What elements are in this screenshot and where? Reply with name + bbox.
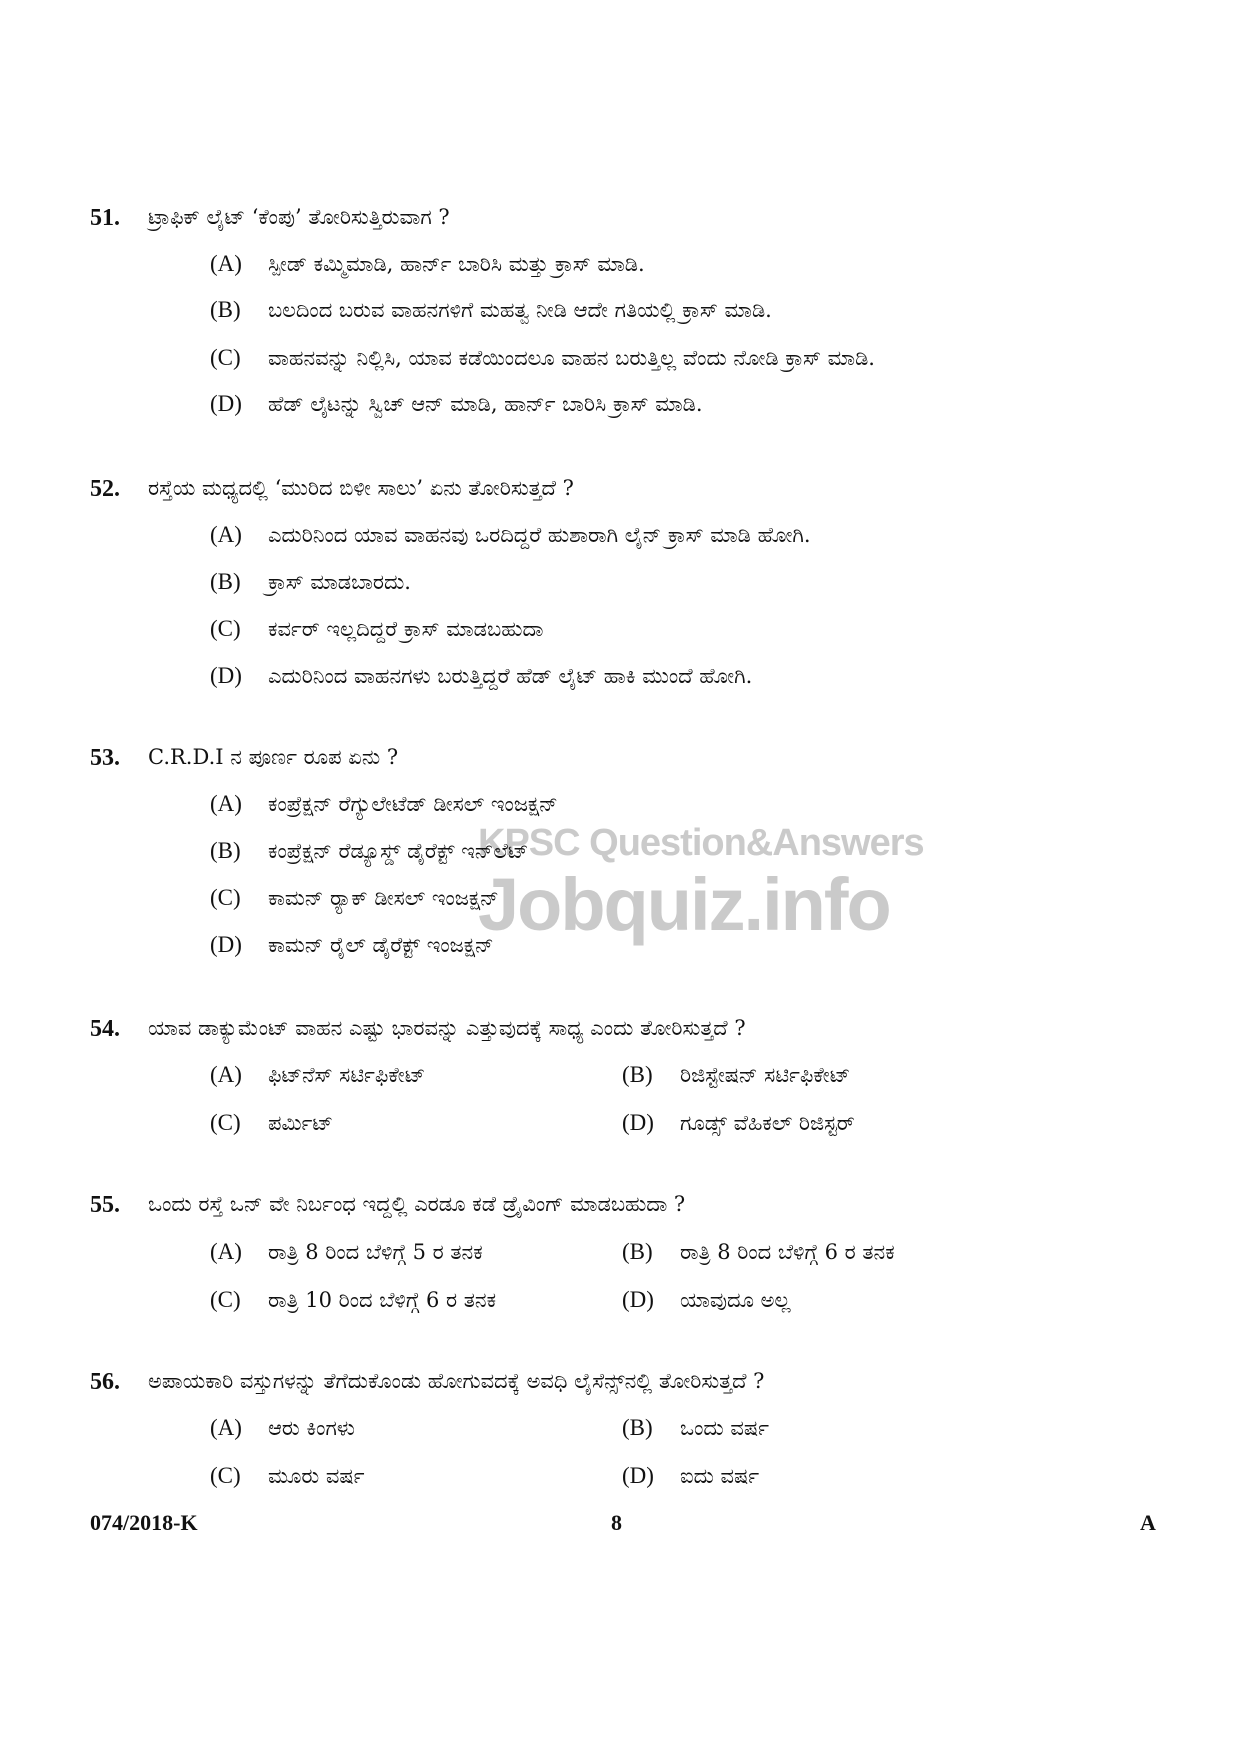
option-b [622,1415,769,1441]
option-c [210,1463,364,1489]
option-label: (C) [210,616,241,641]
option-d [622,1463,759,1489]
option-label: (D) [210,932,242,957]
option-a [210,1239,483,1265]
option-b [210,838,528,864]
question-text: ಒಂದು ರಸ್ತೆ ಒನ್ ವೇ ನಿರ್ಬಂಧ ಇದ್ದಲ್ಲಿ ಎರಡೂ ಕಡೆ ಡ್ರೈವಿಂಗ್ ಮಾಡಬಹುದಾ ? [148,1192,686,1216]
option-label: (A) [210,251,242,276]
option-text: ಕ್ರಾಸ್ ಮಾಡಬಾರದು. [268,570,411,594]
option-label: (A) [210,1062,242,1087]
option-text: ಐದು ವರ್ಷ [680,1464,760,1488]
option-d [210,663,752,689]
option-label: (D) [210,391,242,416]
option-text: ಕಂಪ್ರೆಕ್ಷನ್ ರೆಡ್ಯೂಸ್ಡ್ ಡೈರೆಕ್ಟ್ ಇನ್‌ಲೆಟ್ [268,839,529,863]
question-number: 53. [90,745,120,771]
option-text: ಯಾವುದೂ ಅಲ್ಲ [680,1288,791,1312]
option-label: (C) [210,1287,241,1312]
option-d [622,1110,855,1136]
option-label: (C) [210,345,241,370]
option-text: ಕಂಪ್ರೆಕ್ಷನ್ ರೆಗ್ಯುಲೇಟೆಡ್ ಡೀಸಲ್ ಇಂಜಕ್ಷನ್ [268,792,558,816]
option-label: (B) [210,569,241,594]
question-text: ಯಾವ ಡಾಕ್ಯುಮೆಂಟ್ ವಾಹನ ಎಷ್ಟು ಭಾರವನ್ನು ಎತ್ತುವುದಕ್ಕೆ ಸಾಧ್ಯ ಎಂದು ತೋರಿಸುತ್ತದೆ ? [148,1016,746,1040]
option-text: ಪರ್ಮಿಟ್ [268,1111,333,1135]
question-number: 56. [90,1369,120,1395]
option-text: ರಾತ್ರಿ 8 ರಿಂದ ಬೆಳಿಗ್ಗೆ 5 ರ ತನಕ [268,1240,483,1264]
option-label: (A) [210,1415,242,1440]
question-number: 51. [90,205,120,231]
option-text: ಕಾಮನ್ ರೈಲ್ ಡೈರೆಕ್ಟ್ ಇಂಜಕ್ಷನ್ [268,933,494,957]
option-d [622,1287,791,1313]
option-b [622,1239,895,1265]
option-text: ಒಂದು ವರ್ಷ [680,1416,769,1440]
page-number: 8 [611,1510,622,1535]
option-text: ಸ್ಪೀಡ್ ಕಮ್ಮಿಮಾಡಿ, ಹಾರ್ನ್ ಬಾರಿಸಿ ಮತ್ತು ಕ್ರಾಸ್ ಮಾಡಿ. [268,252,645,276]
option-label: (B) [622,1062,653,1087]
option-text: ಗೂಡ್ಸ್ ವೆಹಿಕಲ್ ರಿಜಿಸ್ಟರ್ [680,1111,855,1135]
option-a [210,522,811,548]
option-label: (B) [210,297,241,322]
option-a [210,1415,355,1441]
option-text: ಎದುರಿನಿಂದ ವಾಹನಗಳು ಬರುತ್ತಿದ್ದರೆ ಹೆಡ್ ಲೈಟ್ ಹಾಕಿ ಮುಂದೆ ಹೋಗಿ. [268,664,753,688]
option-text: ಬಲದಿಂದ ಬರುವ ವಾಹನಗಳಿಗೆ ಮಹತ್ವ ನೀಡಿ ಆದೇ ಗತಿಯಲ್ಲಿ ಕ್ರಾಸ್ ಮಾಡಿ. [268,298,772,322]
option-a [210,791,558,817]
option-c [210,1287,496,1313]
option-text: ಎದುರಿನಿಂದ ಯಾವ ವಾಹನವು ಒರದಿದ್ದರೆ ಹುಶಾರಾಗಿ ಲೈನ್ ಕ್ರಾಸ್ ಮಾಡಿ ಹೋಗಿ. [268,523,811,547]
option-label: (A) [210,522,242,547]
option-label: (D) [622,1110,654,1135]
question-number: 54. [90,1016,120,1042]
option-text: ಫಿಟ್‌ನೆಸ್ ಸರ್ಟಿಫಿಕೇಟ್ [268,1063,426,1087]
question-number: 55. [90,1192,120,1218]
question-text: ರಸ್ತೆಯ ಮಧ್ಯದಲ್ಲಿ ‘ಮುರಿದ ಬಿಳೀ ಸಾಲು’ ಏನು ತೋರಿಸುತ್ತದೆ ? [148,476,574,500]
option-b [210,297,772,323]
option-c [210,1110,333,1136]
option-label: (D) [210,663,242,688]
option-text: ವಾಹನವನ್ನು ನಿಲ್ಲಿಸಿ, ಯಾವ ಕಡೆಯಿಂದಲೂ ವಾಹನ ಬರುತ್ತಿಲ್ಲ ವೆಂದು ನೋಡಿ ಕ್ರಾಸ್ ಮಾಡಿ. [268,346,875,370]
option-label: (C) [210,1110,241,1135]
option-label: (D) [622,1463,654,1488]
question-text: ಅಪಾಯಕಾರಿ ವಸ್ತುಗಳನ್ನು ತೆಗೆದುಕೊಂಡು ಹೋಗುವದಕ್ಕೆ ಅವಧಿ ಲೈಸೆನ್ಸ್‌ನಲ್ಲಿ ತೋರಿಸುತ್ತದೆ ? [148,1369,765,1393]
option-d [210,391,703,417]
option-text: ರಾತ್ರಿ 10 ರಿಂದ ಬೆಳಿಗ್ಗೆ 6 ರ ತನಕ [268,1288,497,1312]
option-label: (A) [210,1239,242,1264]
option-label: (A) [210,791,242,816]
option-a [210,251,645,277]
option-d [210,932,494,958]
option-text: ಆರು ಕಿಂಗಳು [268,1416,355,1440]
option-a [210,1062,425,1088]
question-number: 52. [90,476,120,502]
option-text: ಮೂರು ವರ್ಷ [268,1464,365,1488]
option-b [622,1062,850,1088]
option-c [210,345,875,371]
series-label: A [1140,1510,1156,1535]
option-text: ರಿಜಿಸ್ಟೇಷನ್ ಸರ್ಟಿಫಿಕೇಟ್ [680,1063,851,1087]
watermark-line-2: Jobquiz.info [478,863,890,946]
option-b [210,569,411,595]
option-label: (C) [210,1463,241,1488]
option-text: ಹೆಡ್ ಲೈಟನ್ನು ಸ್ವಿಚ್ ಆನ್ ಮಾಡಿ, ಹಾರ್ನ್ ಬಾರಿಸಿ ಕ್ರಾಸ್ ಮಾಡಿ. [268,392,703,416]
option-label: (B) [622,1415,653,1440]
option-c [210,885,499,911]
option-label: (D) [622,1287,654,1312]
watermark-line-1: KPSC Question&Answers [478,822,924,864]
question-text: ಟ್ರಾಫಿಕ್ ಲೈಟ್ ‘ಕೆಂಪು’ ತೋರಿಸುತ್ತಿರುವಾಗ ? [148,205,450,229]
option-text: ಕರ್ವರ್ ಇಲ್ಲದಿದ್ದರೆ ಕ್ರಾಸ್ ಮಾಡಬಹುದಾ [268,617,544,641]
option-c [210,616,543,642]
option-label: (B) [210,838,241,863]
paper-code: 074/2018-K [90,1510,198,1535]
option-text: ರಾತ್ರಿ 8 ರಿಂದ ಬೆಳಿಗ್ಗೆ 6 ರ ತನಕ [680,1240,895,1264]
option-label: (C) [210,885,241,910]
option-label: (B) [622,1239,653,1264]
question-text: C.R.D.I ನ ಪೂರ್ಣ ರೂಪ ಏನು ? [148,745,399,769]
option-text: ಕಾಮನ್ ರ್‍ಯಾಕ್ ಡೀಸಲ್ ಇಂಜಕ್ಷನ್ [268,886,499,910]
